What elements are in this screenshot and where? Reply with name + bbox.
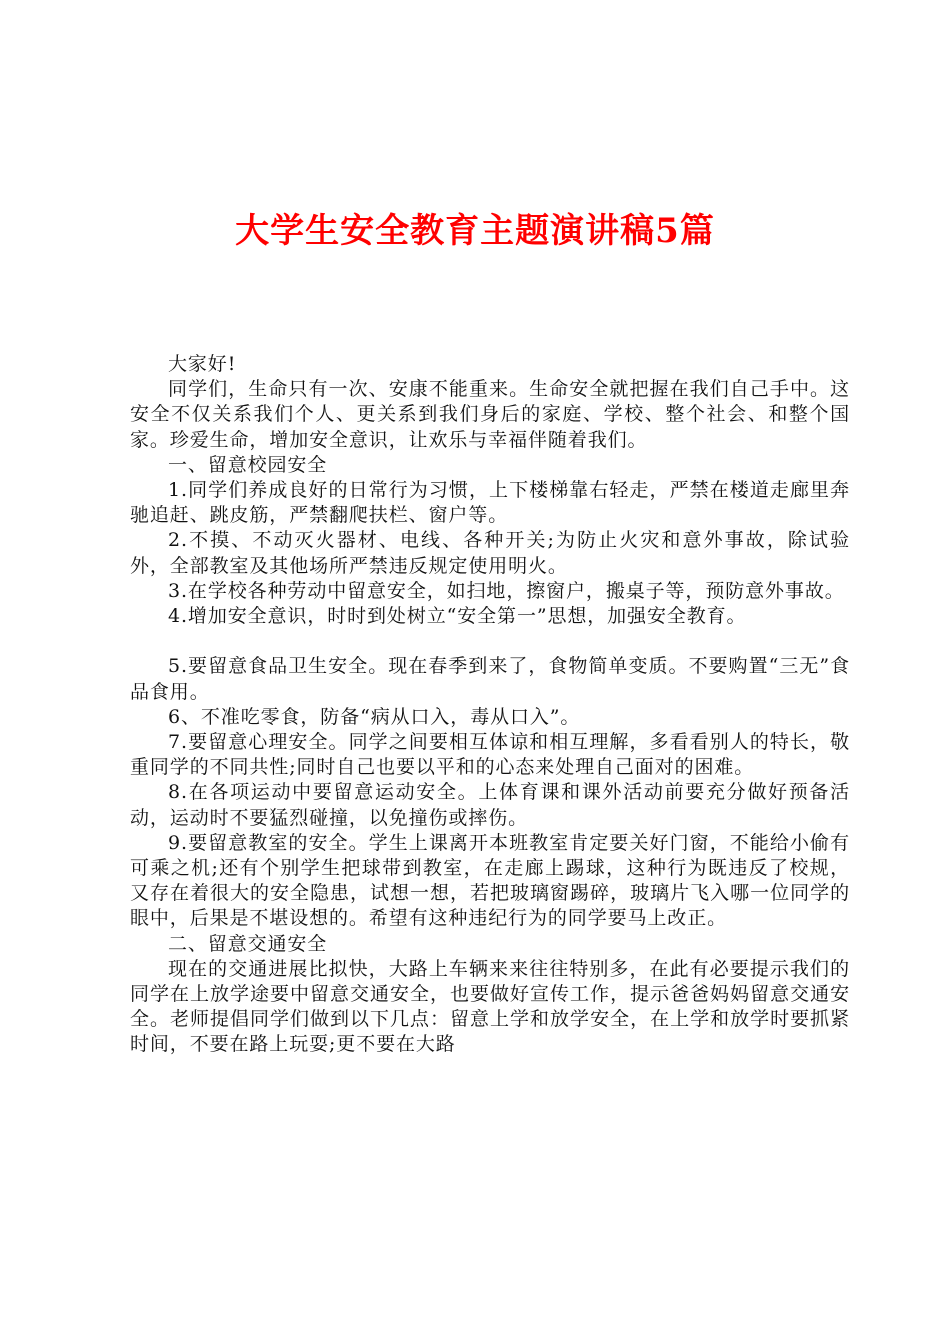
paragraph-item-1: 1.同学们养成良好的日常行为习惯，上下楼梯靠右轻走，严禁在楼道走廊里奔驰追赶、跳皮筋，严禁翻爬扶栏、窗户等。 (130, 479, 850, 527)
traffic-paragraph: 现在的交通进展比拟快，大路上车辆来来往往特别多，在此有必要提示我们的同学在上放学途要中留意交通安全，也要做好宣传工作，提示爸爸妈妈留意交通安全。老师提倡同学们做到以下几点：留意上学和放学安全，在上学和放学时要抓紧时间，不要在路上玩耍;更不要在大路 (130, 957, 850, 1056)
paragraph-item-3: 3.在学校各种劳动中留意安全，如扫地，擦窗户，搬桌子等，预防意外事故。 (168, 579, 845, 602)
section-heading-traffic-safety: 二、留意交通安全 (168, 932, 328, 955)
section-heading-campus-safety: 一、留意校园安全 (168, 453, 328, 476)
paragraph-item-2: 2.不摸、不动灭火器材、电线、各种开关;为防止火灾和意外事故，除试验外，全部教室及其他场所严禁违反规定使用明火。 (130, 529, 850, 577)
paragraph-item-7: 7.要留意心理安全。同学之间要相互体谅和相互理解，多看看别人的特长，敬重同学的不同共性;同时自己也要以平和的心态来处理自己面对的困难。 (130, 731, 850, 779)
paragraph-item-4: 4.增加安全意识，时时到处树立“安全第一”思想，加强安全教育。 (168, 605, 747, 628)
document-body (130, 352, 850, 1058)
greeting-paragraph: 大家好! (168, 353, 237, 375)
document-title: 大学生安全教育主题演讲稿5篇 (235, 211, 715, 251)
paragraph-item-9: 9.要留意教室的安全。学生上课离开本班教室肯定要关好门窗，不能给小偷有可乘之机;还有个别学生把球带到教室，在走廊上踢球，这种行为既违反了校规，又存在着很大的安全隐患，试想一想，若把玻璃窗踢碎，玻璃片飞入哪一位同学的眼中，后果是不堪设想的。希望有这种违纪行为的同学要马上改正。 (130, 831, 850, 930)
paragraph-item-8: 8.在各项运动中要留意运动安全。上体育课和课外活动前要充分做好预备活动，运动时不要猛烈碰撞，以免撞伤或摔伤。 (130, 781, 850, 829)
paragraph-item-5: 5.要留意食品卫生安全。现在春季到来了，食物简单变质。不要购置“三无”食品食用。 (130, 655, 850, 703)
intro-paragraph: 同学们，生命只有一次、安康不能重来。生命安全就把握在我们自己手中。这安全不仅关系我们个人、更关系到我们身后的家庭、学校、整个社会、和整个国家。珍爱生命，增加安全意识，让欢乐与幸福伴随着我们。 (130, 378, 850, 451)
paragraph-item-6: 6、不准吃零食，防备“病从口入，毒从口入”。 (168, 705, 581, 728)
